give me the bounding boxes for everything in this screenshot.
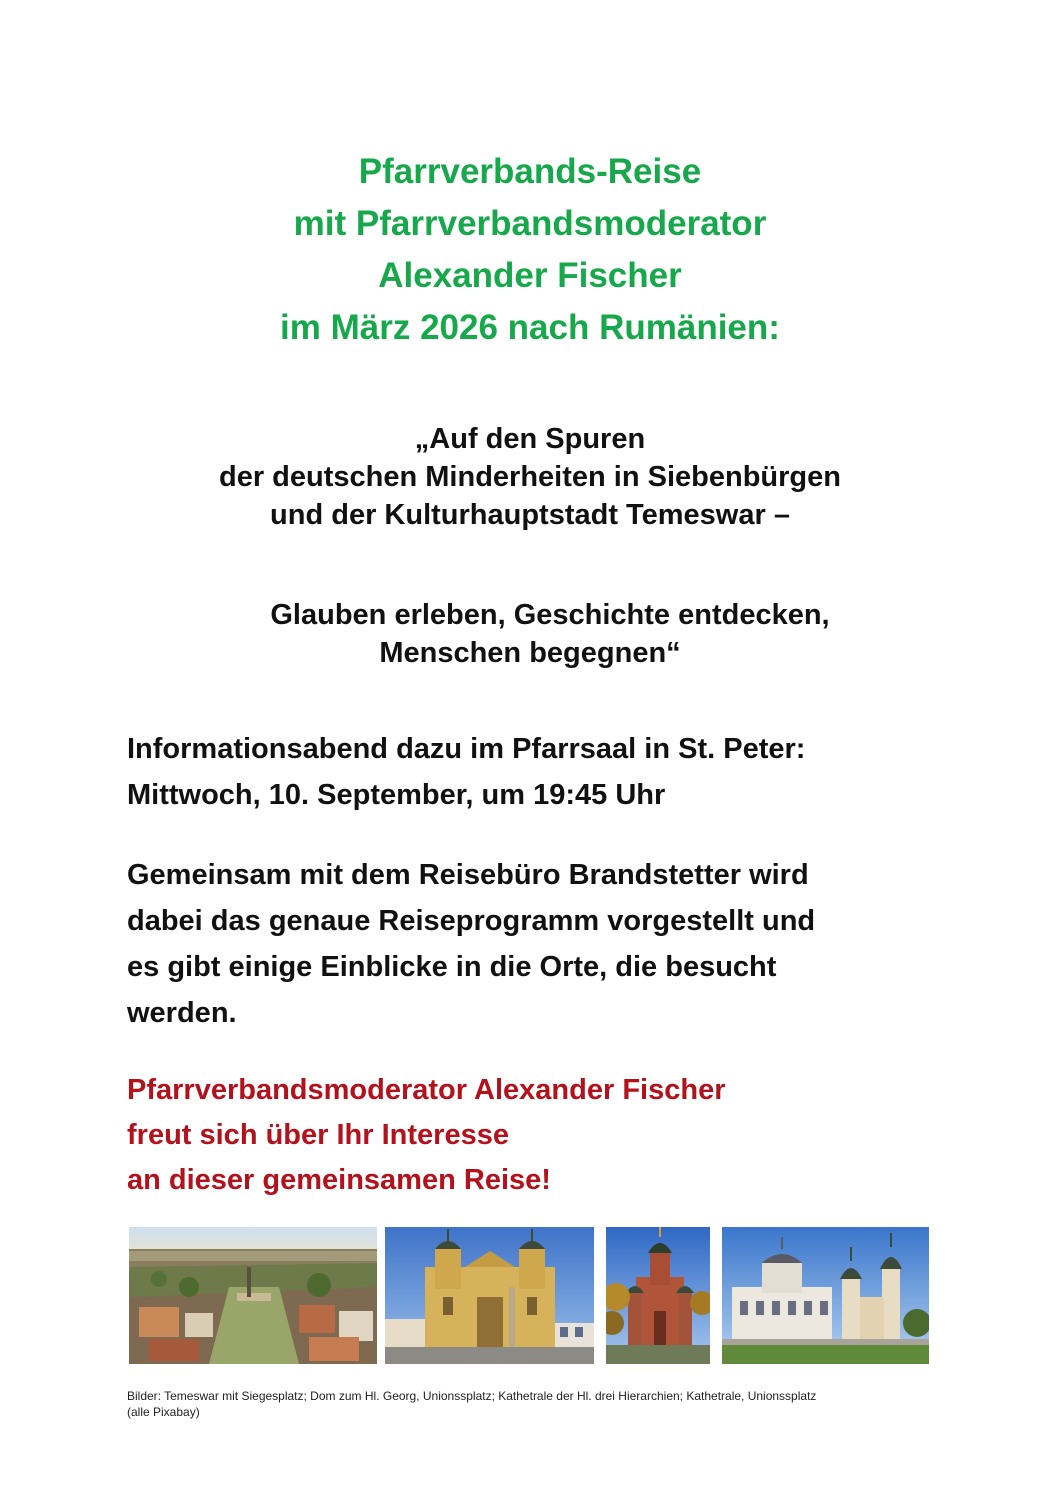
orthodox-cathedral-image: [606, 1227, 710, 1364]
title-line: im März 2026 nach Rumänien:: [280, 308, 780, 347]
closing-block: [127, 1068, 947, 1203]
photo-caption: [127, 1388, 947, 1420]
orthodox-cathedral-photo: [606, 1227, 710, 1364]
baroque-cathedral-photo: [385, 1227, 594, 1364]
palace-square-photo: [722, 1227, 929, 1364]
motto-line: „Auf den Spuren: [414, 423, 646, 455]
info-line: Informationsabend dazu im Pfarrsaal in St. Peter:: [127, 733, 806, 765]
caption-line: (alle Pixabay): [127, 1405, 200, 1419]
motto-line: Menschen begegnen“: [379, 637, 681, 669]
info-line: Mittwoch, 10. September, um 19:45 Uhr: [127, 779, 666, 811]
motto-line: und der Kulturhauptstadt Temeswar –: [270, 499, 790, 531]
description-line: werden.: [127, 997, 237, 1029]
description-line: Gemeinsam mit dem Reisebüro Brandstetter wird: [127, 859, 809, 891]
title-line: Alexander Fischer: [378, 256, 682, 295]
description-block: [127, 852, 947, 1036]
motto-line: der deutschen Minderheiten in Siebenbürgen: [219, 461, 841, 493]
city-aerial-image: [129, 1227, 377, 1364]
motto-spacer: [0, 534, 1060, 596]
motto-line: Glauben erleben, Geschichte entdecken,: [270, 599, 830, 631]
description-line: dabei das genaue Reiseprogramm vorgestellt und: [127, 905, 816, 937]
closing-line: freut sich über Ihr Interesse: [127, 1119, 509, 1151]
title-line: Pfarrverbands-Reise: [358, 152, 702, 191]
city-aerial-photo: [129, 1227, 377, 1364]
title-block: [0, 146, 1060, 354]
closing-line: an dieser gemeinsamen Reise!: [127, 1164, 551, 1196]
baroque-cathedral-image: [385, 1227, 594, 1364]
info-evening-block: [127, 726, 947, 818]
palace-square-image: [722, 1227, 929, 1364]
title-line: mit Pfarrverbandsmoderator: [293, 204, 767, 243]
description-line: es gibt einige Einblicke in die Orte, die besucht: [127, 951, 777, 983]
motto-block: [0, 420, 1060, 672]
caption-line: Bilder: Temeswar mit Siegesplatz; Dom zum Hl. Georg, Unionssplatz; Kathetrale der Hl. drei Hierarchien; Kathetrale, Unionssplatz: [127, 1389, 817, 1403]
closing-line: Pfarrverbandsmoderator Alexander Fischer: [127, 1074, 726, 1106]
